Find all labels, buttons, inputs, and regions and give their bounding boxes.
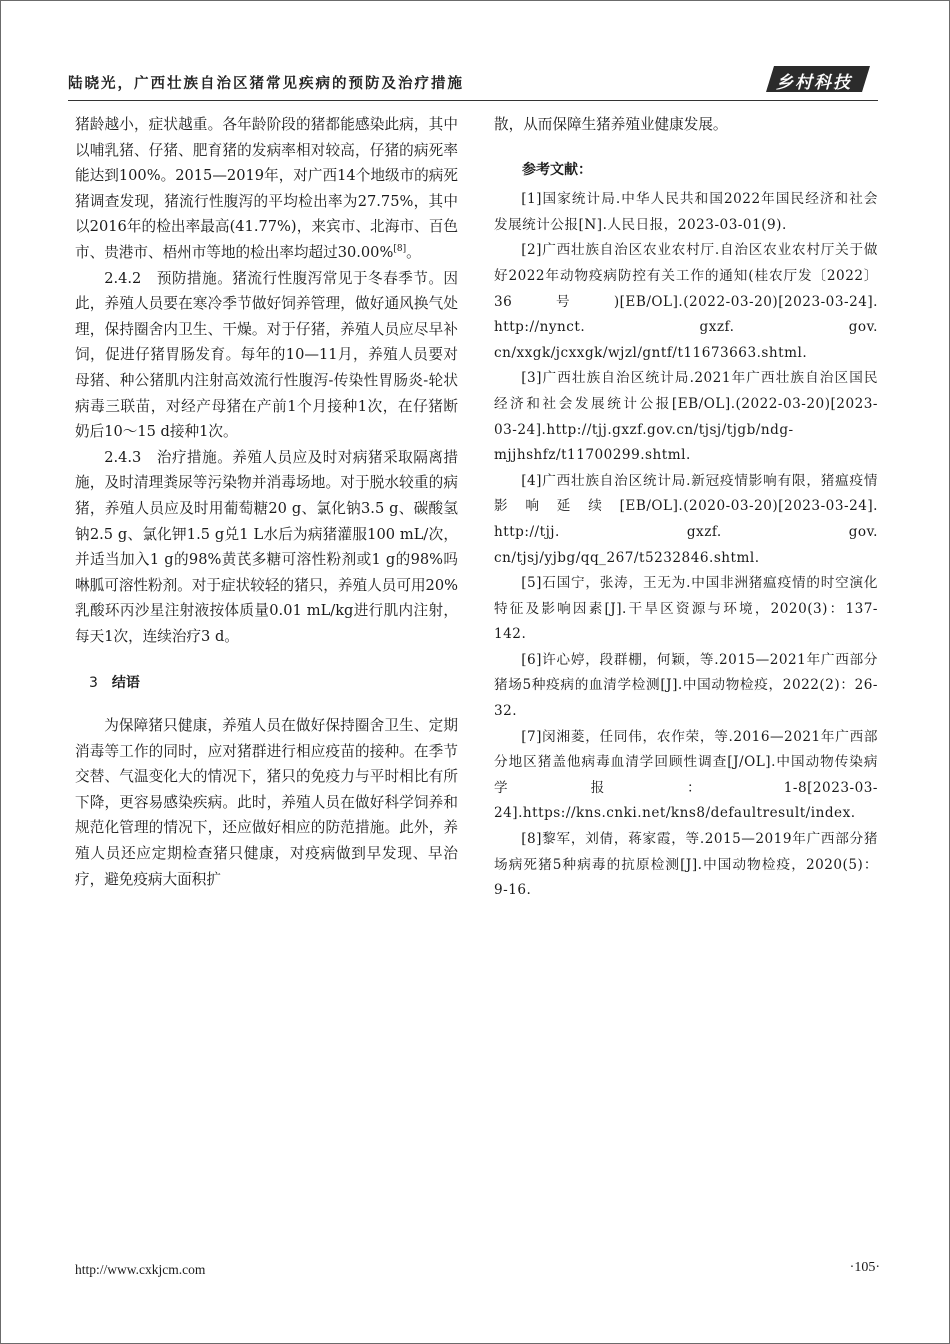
references-heading: 参考文献： (522, 161, 592, 178)
section-heading (75, 671, 458, 697)
paragraph-text: 猪龄越小，症状越重。各年龄阶段的猪都能感染此病，其中以哺乳猪、仔猪、肥育猪的发病率相对较高，仔猪的病死率能达到100%。2015—2019年，对广西14个地级市的病死猪调查发现，猪流行性腹泻的平均检出率为27.75%，其中以2016年的检出率最高(41.77%)，来宾市、北海市、百色市、贵港市、梧州市等地的检出率均超过30.00% (75, 116, 458, 261)
paragraph-prevention: 2.4.2 预防措施。猪流行性腹泻常见于冬春季节。因此，养殖人员要在寒冷季节做好饲养管理，做好通风换气处理，保持圈舍内卫生、干燥。对于仔猪，养殖人员应尽早补饲，促进仔猪胃肠发育。每年的10—11月，养殖人员要对母猪、种公猪肌内注射高效流行性腹泻-传染性胃肠炎-轮状病毒三联苗，对经产母猪在产前1个月接种1次，在仔猪断奶后10～15 d接种1次。 (75, 269, 458, 441)
reference-item: [1]国家统计局.中华人民共和国2022年国民经济和社会发展统计公报[N].人民日报，2023-03-01(9). (494, 191, 878, 233)
reference-item: [7]闵湘菱，任同伟，农作荣，等.2016—2021年广西部分地区猪盖他病毒血清学回顾性调查[J/OL].中国动物传染病学报：1-8[2023-03-24].https://kns.cnki.net/kns8/defaultresult/index. (494, 728, 878, 822)
reference-item: [2]广西壮族自治区农业农村厅.自治区农业农村厅关于做好2022年动物疫病防控有关工作的通知(桂农厅发〔2022〕36号)[EB/OL].(2022-03-20)[2023-03-24]. http://nynct. gxzf. gov. cn/xxgk/jcxxgk/wjzl/gntf/t11673663.shtml. (494, 242, 878, 361)
right-column (494, 112, 878, 904)
paragraph-conclusion: 为保障猪只健康，养殖人员在做好保持圈舍卫生、定期消毒等工作的同时，应对猪群进行相应疫苗的接种。在季节交替、气温变化大的情况下，猪只的免疫力与平时相比有所下降，更容易感染疾病。此时，养殖人员在做好科学饲养和规范化管理的情况下，还应做好相应的防范措施。此外，养殖人员还应定期检查猪只健康，对疫病做到早发现、早治疗，避免疫病大面积扩 (75, 717, 458, 888)
journal-logo-text: 乡村科技 (776, 73, 852, 93)
reference-item: [4]广西壮族自治区统计局.新冠疫情影响有限，猪瘟疫情影响延续[EB/OL].(2020-03-20)[2023-03-24]. http://tjj. gxzf. gov. cn/tjsj/yjbg/qq_267/t5232846.shtml. (494, 472, 878, 566)
section-title: 结语 (111, 675, 140, 692)
left-column (75, 112, 458, 892)
page-number: ·105· (849, 1260, 880, 1275)
reference-item: [8]黎军，刘倩，蒋家霞，等.2015—2019年广西部分猪场病死猪5种病毒的抗原检测[J].中国动物检疫，2020(5)：9-16. (494, 831, 878, 899)
paragraph-end: 。 (406, 243, 421, 261)
paragraph (75, 112, 458, 266)
paragraph-treatment: 2.4.3 治疗措施。养殖人员应及时对病猪采取隔离措施，及时清理粪尿等污染物并消毒场地。对于脱水较重的病猪，养殖人员应及时用葡萄糖20 g、氯化钠3.5 g、碳酸氢钠2.5 g、氯化钾1.5 g兑1 L水后为病猪灌服100 mL/次，并适当加入1 g的98%黄芪多糖可溶性粉剂或1 g的98%吗啉胍可溶性粉剂。对于症状较轻的猪只，养殖人员可用20%乳酸环丙沙星注射液按体质量0.01 mL/kg进行肌内注射，每天1次，连续治疗3 d。 (75, 448, 458, 645)
running-header (68, 64, 878, 101)
footer-url[interactable]: http://www.cxkjcm.com (75, 1262, 206, 1277)
reference-item: [5]石国宁，张涛，王无为.中国非洲猪瘟疫情的时空演化特征及影响因素[J].干旱区资源与环境，2020(3)：137-142. (494, 575, 878, 643)
reference-item: [3]广西壮族自治区统计局.2021年广西壮族自治区国民经济和社会发展统计公报[EB/OL].(2022-03-20)[2023-03-24].http://tjj.gxzf.gov.cn/tjsj/tjgb/ndg-mjjhshfz/t11700299.shtml. (494, 370, 878, 464)
running-title: 陆晓光，广西壮族自治区猪常见疾病的预防及治疗措施 (68, 76, 464, 92)
section-number: 3 (89, 675, 98, 692)
paragraph-continuation: 散，从而保障生猪养殖业健康发展。 (494, 116, 728, 133)
citation-mark: [8] (393, 244, 407, 255)
journal-logo (764, 64, 872, 94)
reference-item: [6]许心婷，段群棚，何颖，等.2015—2021年广西部分猪场5种疫病的血清学检测[J].中国动物检疫，2022(2)：26-32. (494, 651, 878, 720)
